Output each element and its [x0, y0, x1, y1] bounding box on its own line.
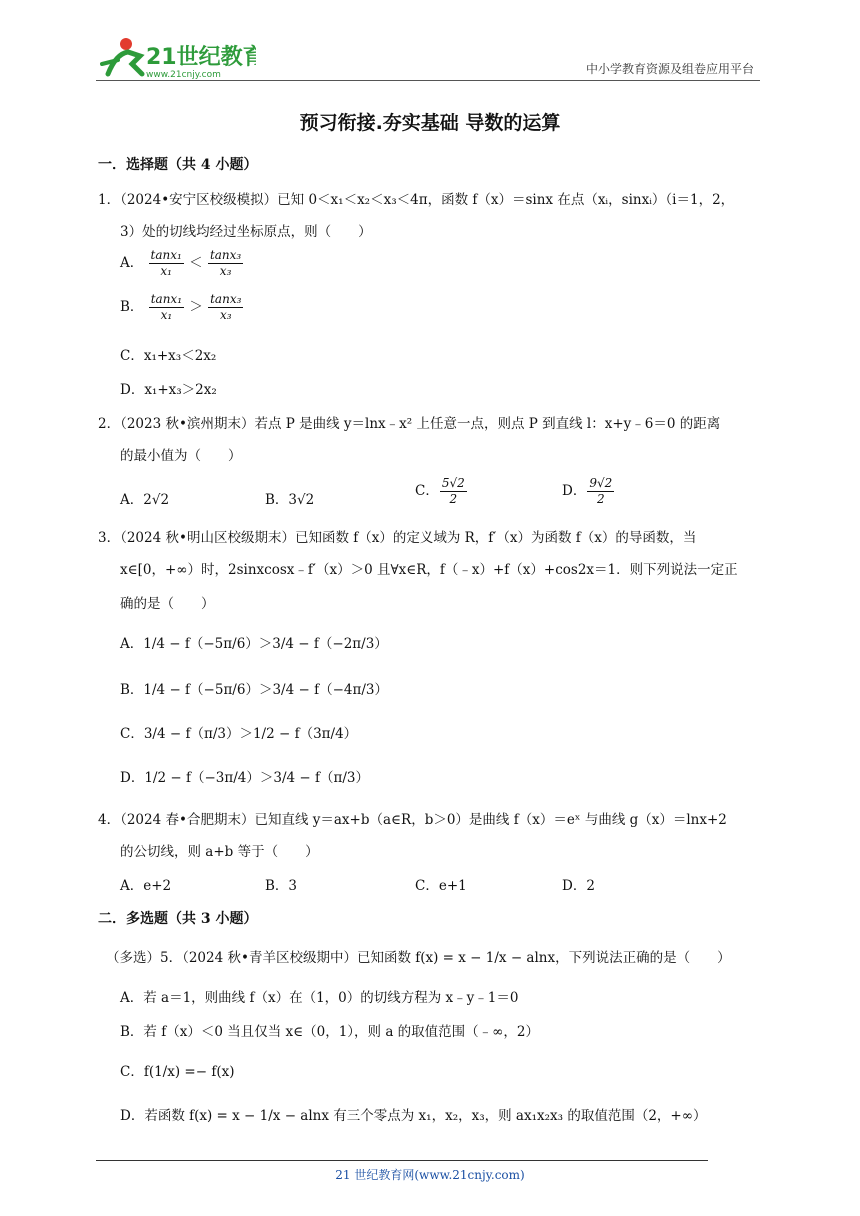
q4-option-b[interactable]: B．3 [265, 878, 298, 894]
q3-option-b[interactable]: B．1/4 − f（−5π/6）＞3/4 − f（−4π/3） [120, 682, 388, 698]
q3-stem-line2: x∈[0，+∞）时，2sinxcosx﹣f′（x）＞0 且∀x∈R，f（﹣x）+f（x）+cos2x＝1．则下列说法一定正 [120, 562, 738, 578]
q3-stem-line1: 3．（2024 秋•明山区校级期末）已知函数 f（x）的定义域为 R，f′（x）为函数 f（x）的导函数，当 [98, 530, 697, 546]
q5-option-d[interactable]: D．若函数 f(x) = x − 1/x − alnx 有三个零点为 x₁，x₂，x₃，则 ax₁x₂x₃ 的取值范围（2，+∞） [120, 1108, 707, 1124]
fraction: $\frac{\text{tanx₃}}{\text{x₃}}$ [209, 248, 242, 278]
q1-stem-line2: 3）处的切线均经过坐标原点，则（ ） [120, 224, 372, 240]
q4-stem-line1: 4．（2024 春•合肥期末）已知直线 y＝ax+b（a∈R，b＞0）是曲线 f（x）＝eˣ 与曲线 g（x）＝lnx+2 [98, 812, 727, 828]
footer-link[interactable]: 21 世纪教育网(www.21cnjy.com) [335, 1168, 525, 1182]
q3-option-a[interactable]: A．1/4 − f（−5π/6）＞3/4 − f（−2π/3） [120, 636, 388, 652]
q2-option-d[interactable]: D． $\frac{9√2}{2}$ [562, 476, 613, 506]
fraction: $\frac{\text{tanx₁}}{\text{x₁}}$ [150, 292, 183, 322]
q2-option-b[interactable]: B．3√2 [265, 492, 315, 508]
q4-option-a[interactable]: A．e+2 [120, 878, 172, 894]
q4-option-c[interactable]: C．e+1 [415, 878, 467, 894]
logo-url: www.21cnjy.com [146, 70, 221, 80]
site-logo [96, 34, 256, 80]
section-heading-multi-choice: 二．多选题（共 3 小题） [98, 911, 258, 927]
logo-text: 21世纪教育 [146, 45, 256, 70]
q1-stem-line1: 1．（2024•安宁区校级模拟）已知 0＜x₁＜x₂＜x₃＜4π，函数 f（x）＝sinx 在点（xᵢ，sinxᵢ）（i＝1，2， [98, 192, 735, 208]
q2-stem-line1: 2．（2023 秋•滨州期末）若点 P 是曲线 y＝lnx﹣x² 上任意一点，则点 P 到直线 l：x+y﹣6＝0 的距离 [98, 416, 721, 432]
header-divider [96, 80, 760, 81]
option-label: B． [120, 299, 144, 315]
q1-option-a[interactable]: A． $\frac{\text{tanx₁}}{\text{x₁}}$ ＜ $\frac{\text{tanx₃}}{\text{x₃}}$ [120, 248, 242, 278]
option-label: A． [120, 255, 144, 271]
q3-option-c[interactable]: C．3/4 − f（π/3）＞1/2 − f（3π/4） [120, 726, 358, 742]
q3-stem-line3: 确的是（ ） [120, 596, 215, 612]
footer-divider [96, 1160, 708, 1161]
q3-option-d[interactable]: D．1/2 − f（−3π/4）＞3/4 − f（π/3） [120, 770, 369, 786]
fraction: $\frac{9√2}{2}$ [589, 476, 613, 506]
q4-stem-line2: 的公切线，则 a+b 等于（ ） [120, 844, 319, 860]
q1-option-b[interactable]: B． $\frac{\text{tanx₁}}{\text{x₁}}$ ＞ $\frac{\text{tanx₃}}{\text{x₃}}$ [120, 292, 242, 322]
fraction: $\frac{5√2}{2}$ [441, 476, 465, 506]
page-title: 预习衔接.夯实基础 导数的运算 [299, 112, 561, 134]
q2-stem-line2: 的最小值为（ ） [120, 448, 242, 464]
q2-option-a[interactable]: A．2√2 [120, 492, 170, 508]
q1-option-d[interactable]: D．x₁+x₃＞2x₂ [120, 382, 217, 398]
platform-name: 中小学教育资源及组卷应用平台 [585, 62, 754, 76]
fraction: $\frac{\text{tanx₁}}{\text{x₁}}$ [150, 248, 182, 278]
q5-option-b[interactable]: B．若 f（x）＜0 当且仅当 x∈（0，1），则 a 的取值范围（﹣∞，2） [120, 1024, 539, 1040]
q4-option-d[interactable]: D．2 [562, 878, 595, 894]
q5-option-c[interactable]: C．f(1/x) =− f(x) [120, 1064, 235, 1080]
q1-option-c[interactable]: C．x₁+x₃＜2x₂ [120, 348, 217, 364]
q2-option-c[interactable]: C． $\frac{5√2}{2}$ [415, 476, 465, 506]
q5-option-a[interactable]: A．若 a＝1，则曲线 f（x）在（1，0）的切线方程为 x﹣y﹣1＝0 [120, 990, 519, 1006]
q5-stem-line1: （多选）5．（2024 秋•青羊区校级期中）已知函数 f(x) = x − 1/x − alnx，下列说法正确的是（ ） [106, 950, 731, 966]
section-heading-single-choice: 一．选择题（共 4 小题） [98, 157, 258, 173]
fraction: $\frac{\text{tanx₃}}{\text{x₃}}$ [210, 292, 242, 322]
